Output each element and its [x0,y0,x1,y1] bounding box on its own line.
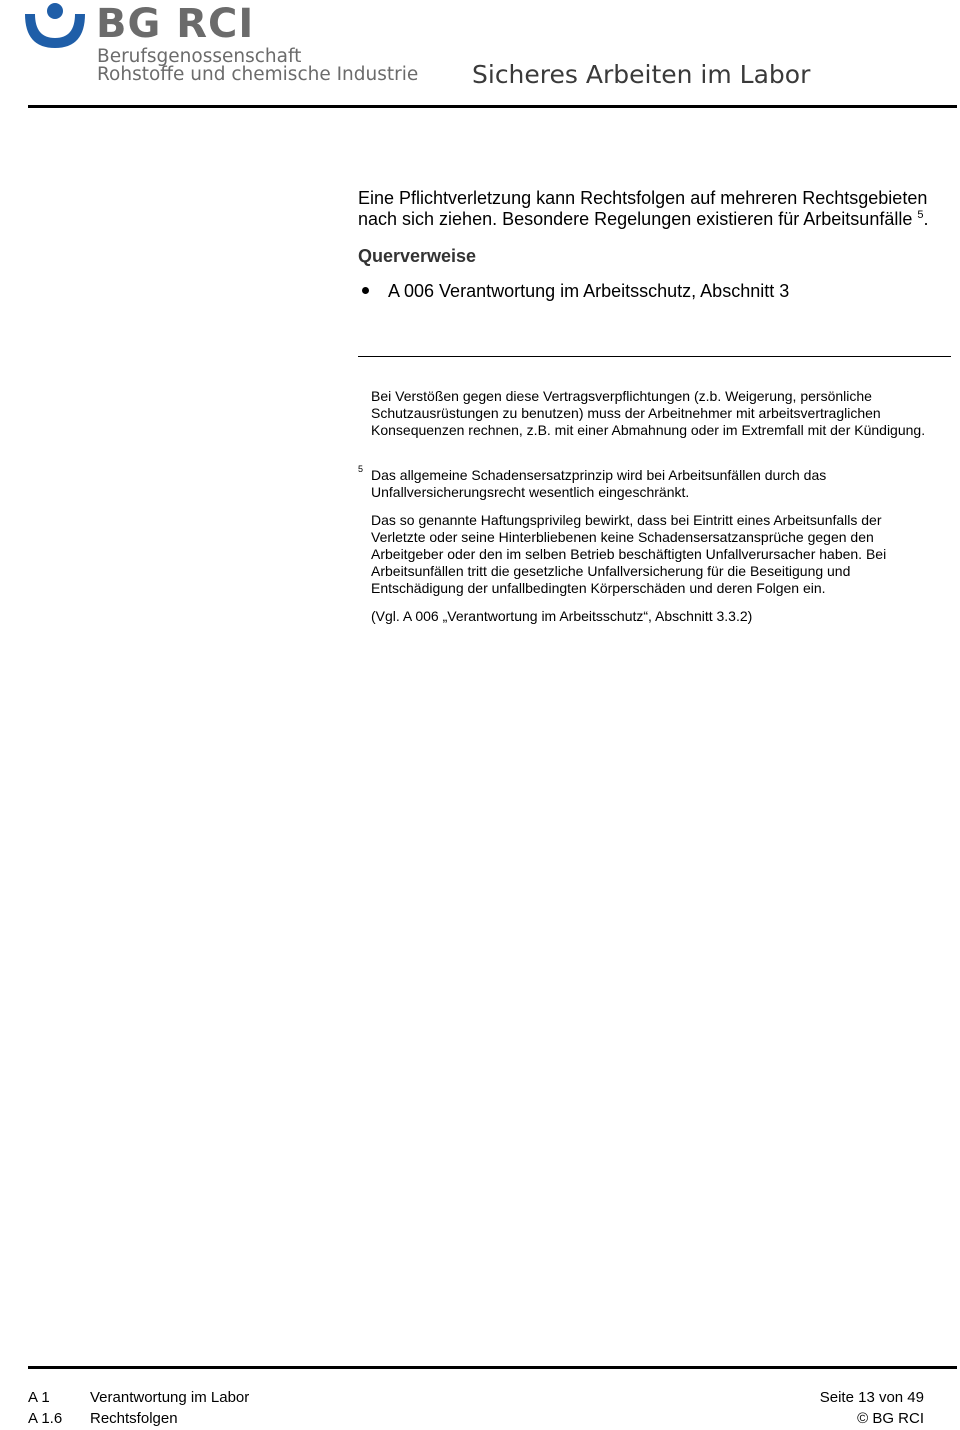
footer-chapter-title: Verantwortung im Labor [90,1389,250,1406]
footer-page-number: Seite 13 von 49 [819,1389,924,1406]
footer-chapter-code: A 1 [28,1389,50,1406]
crossref-item-text: A 006 Verantwortung im Arbeitsschutz, Abschnitt 3 [388,281,790,301]
intro-paragraph [358,188,958,230]
footer-section-title: Rechtsfolgen [90,1410,178,1427]
footer-copyright: © BG RCI [857,1410,924,1427]
header-divider [28,105,957,108]
footnote-continued: Bei Verstößen gegen diese Vertragsverpflichtungen (z.b. Weigerung, persönliche Schutzausrüstungen zu benutzen) muss der Arbeitnehmer mit arbeitsvertraglichen Konsequenzen rechnen, z.B. mit einer Abmahnung oder im Extremfall mit der Kündigung. [371,388,926,438]
footer-section-code: A 1.6 [28,1410,63,1427]
bg-rci-emblem-icon [24,2,88,50]
crossref-item [358,281,789,302]
footnote-5-text: Das allgemeine Schadensersatzprinzip wird bei Arbeitsunfällen durch das Unfallversicherungsrecht wesentlich eingeschränkt. [371,467,827,500]
intro-end: . [923,209,929,229]
footnote-divider [358,356,951,357]
intro-text: Eine Pflichtverletzung kann Rechtsfolgen auf mehreren Rechtsgebieten nach sich ziehen. Besondere Regelungen existieren für Arbeitsunfälle [358,188,928,229]
bullet-icon [362,287,369,294]
brand-name: BG RCI [96,1,255,47]
footnote-5-paragraph-2: Das so genannte Haftungsprivileg bewirkt, dass bei Eintritt eines Arbeitsunfalls der Verletzte oder seine Hinterbliebenen keine Schadensersatzansprüche gegen den Arbeitgeber oder den im selben Betrieb beschäftigten Unfallverursacher haben. Bei Arbeitsunfällen tritt die gesetzliche Unfallversicherung für die Beseitigung und Entschädigung der unfallbedingten Körperschäden und deren Folgen ein. [371,512,887,596]
brand-line-2: Rohstoffe und chemische Industrie [97,64,419,85]
footer-divider [28,1366,957,1369]
header-title: Sicheres Arbeiten im Labor [472,60,811,89]
brand-line-1: Berufsgenossenschaft [97,46,302,67]
footnote-5-reference: (Vgl. A 006 „Verantwortung im Arbeitsschutz“, Abschnitt 3.3.2) [371,608,753,624]
crossref-heading: Querverweise [358,246,477,266]
footnote-ref[interactable]: 5 [917,209,924,221]
footnote-5-marker: 5 [358,464,364,474]
